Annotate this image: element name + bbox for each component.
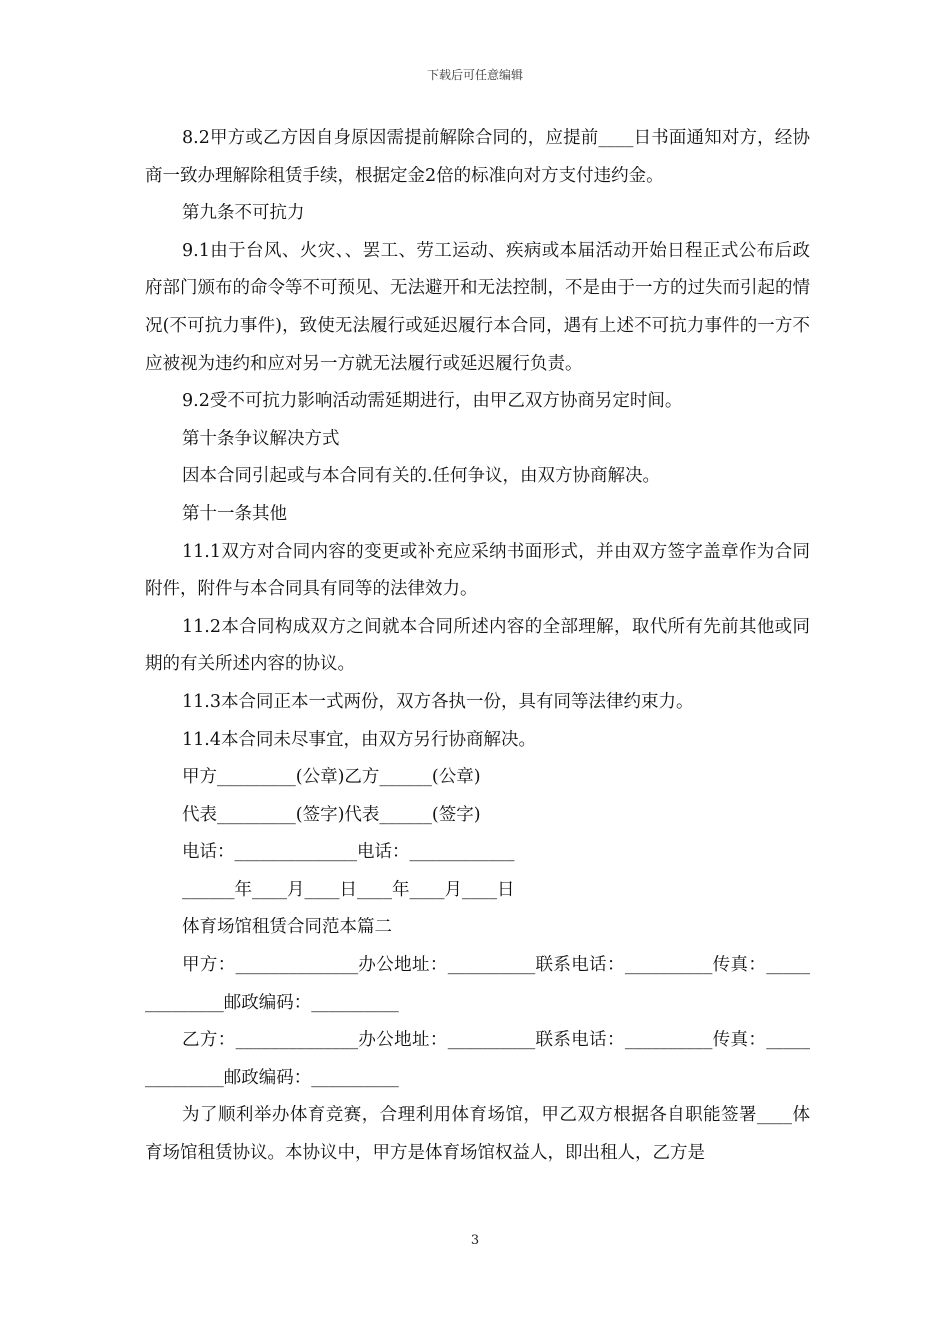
paragraph: 9.2受不可抗力影响活动需延期进行，由甲乙双方协商另定时间。 [182,391,683,412]
signature-line-date: ______年____月____日____年____月____日 [182,879,515,900]
section-heading: 第十一条其他 [182,503,287,524]
signature-line-phone: 电话：______________电话：____________ [182,842,515,863]
paragraph: 为了顺利举办体育竞赛，合理利用体育场馆，甲乙双方根据各自职能签署____体育场馆租赁协议。本协议中，甲方是体育场馆权益人，即出租人，乙方是 [145,1105,810,1164]
paragraph: 9.1由于台风、火灾、、罢工、劳工运动、疾病或本届活动开始日程正式公布后政府部门颁布的命令等不可预见、无法避开和无法控制，不是由于一方的过失而引起的情况(不可抗力事件)，致使无法履行或延迟履行本合同，遇有上述不可抗力事件的一方不应被视为违约和应对另一方就无法履行或延迟履行负责。 [145,240,810,374]
document-body [145,120,810,1173]
paragraph: 11.3本合同正本一式两份，双方各执一份，具有同等法律约束力。 [182,691,694,712]
paragraph: 因本合同引起或与本合同有关的.任何争议，由双方协商解决。 [182,466,661,487]
signature-line-representative: 代表_________(签字)代表______(签字) [182,804,481,825]
section-heading: 第十条争议解决方式 [182,428,340,449]
paragraph: 11.4本合同未尽事宜，由双方另行协商解决。 [182,729,536,750]
paragraph: 11.2本合同构成双方之间就本合同所述内容的全部理解，取代所有先前其他或同期的有关所述内容的协议。 [145,616,810,675]
paragraph: 11.1双方对合同内容的变更或补充应采纳书面形式，并由双方签字盖章作为合同附件，附件与本合同具有同等的法律效力。 [145,541,810,600]
party-b-info: 乙方：______________办公地址：__________联系电话：__________传真：______________邮政编码：__________ [145,1030,810,1088]
paragraph: 8.2甲方或乙方因自身原因需提前解除合同的，应提前____日书面通知对方，经协商一致办理解除租赁手续，根据定金2倍的标准向对方支付违约金。 [145,128,810,186]
page-header: 下载后可任意编辑 [426,68,523,82]
document-section-title: 体育场馆租赁合同范本篇二 [182,917,392,938]
page-number: 3 [470,1233,480,1248]
section-heading: 第九条不可抗力 [182,203,305,224]
signature-line-party: 甲方_________(公章)乙方______(公章) [182,767,481,788]
party-a-info: 甲方：______________办公地址：__________联系电话：__________传真：______________邮政编码：__________ [145,955,810,1013]
